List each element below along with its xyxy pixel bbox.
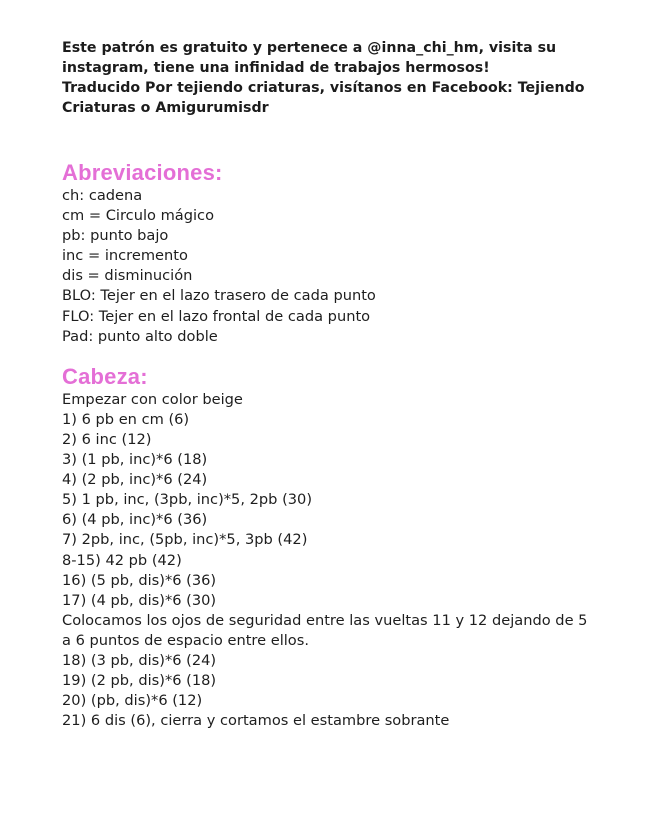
step-item: 6) (4 pb, inc)*6 (36) bbox=[62, 511, 208, 529]
step-item: 4) (2 pb, inc)*6 (24) bbox=[62, 471, 208, 489]
abbreviation-item: cm = Circulo mágico bbox=[62, 207, 214, 225]
abbreviation-item: FLO: Tejer en el lazo frontal de cada punto bbox=[62, 307, 371, 325]
step-item: 20) (pb, dis)*6 (12) bbox=[62, 692, 203, 710]
cabeza-steps-list bbox=[62, 390, 622, 732]
abreviaciones-heading: Abreviaciones: bbox=[62, 160, 223, 185]
abbreviation-item: ch: cadena bbox=[62, 187, 143, 204]
intro-line: Traducido Por tejiendo criaturas, visítanos en Facebook: Tejiendo bbox=[62, 80, 585, 96]
step-item: 1) 6 pb en cm (6) bbox=[62, 410, 190, 428]
step-item: 8-15) 42 pb (42) bbox=[62, 551, 182, 569]
step-item: 3) (1 pb, inc)*6 (18) bbox=[62, 451, 208, 469]
step-item: 2) 6 inc (12) bbox=[62, 430, 152, 448]
cabeza-heading: Cabeza: bbox=[62, 363, 148, 389]
step-item: 17) (4 pb, dis)*6 (30) bbox=[62, 591, 217, 609]
step-item: Empezar con color beige bbox=[62, 390, 243, 408]
abbreviation-item: pb: punto bajo bbox=[62, 227, 169, 245]
abbreviation-item: Pad: punto alto doble bbox=[62, 327, 218, 345]
abbreviation-item: inc = incremento bbox=[62, 247, 188, 265]
step-item: 5) 1 pb, inc, (3pb, inc)*5, 2pb (30) bbox=[62, 491, 313, 509]
abbreviation-item: dis = disminución bbox=[62, 267, 193, 285]
step-item: 16) (5 pb, dis)*6 (36) bbox=[62, 571, 217, 589]
intro-line: Este patrón es gratuito y pertenece a @inna_chi_hm, visita su bbox=[62, 40, 557, 56]
step-item: 19) (2 pb, dis)*6 (18) bbox=[62, 672, 217, 690]
step-item: 21) 6 dis (6), cierra y cortamos el estambre sobrante bbox=[62, 712, 450, 730]
step-item: 18) (3 pb, dis)*6 (24) bbox=[62, 651, 217, 669]
abreviaciones-list bbox=[62, 186, 622, 347]
intro-line: Criaturas o Amigurumisdr bbox=[62, 100, 269, 116]
step-item: a 6 puntos de espacio entre ellos. bbox=[62, 631, 309, 649]
abbreviation-item: BLO: Tejer en el lazo trasero de cada punto bbox=[62, 287, 376, 305]
intro-line: instagram, tiene una infinidad de trabajos hermosos! bbox=[62, 60, 490, 76]
step-item: 7) 2pb, inc, (5pb, inc)*5, 3pb (42) bbox=[62, 531, 308, 549]
intro-paragraph bbox=[62, 38, 622, 118]
pattern-document bbox=[62, 38, 622, 731]
step-item: Colocamos los ojos de seguridad entre las vueltas 11 y 12 dejando de 5 bbox=[62, 611, 588, 629]
